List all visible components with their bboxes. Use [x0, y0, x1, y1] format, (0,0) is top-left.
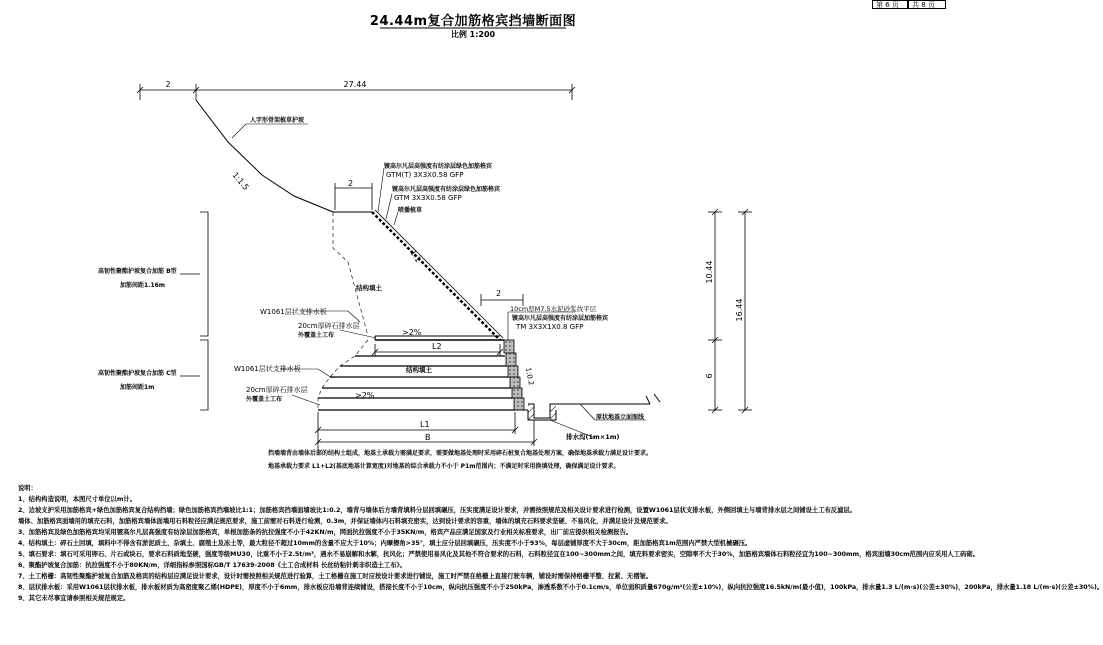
note-item: 9、其它未尽事宜请参照相关规范规定。 — [18, 595, 130, 602]
note-item: 墙体、加筋格宾面墙用的填充石料，加筋格宾墙体面墙用石料粒径应满足规范要求，施工前需对石料进行检测，0.3m，并保证墙体内石料填充密实，达到设计要求的容重，墙体的填充石料要求坚硬、不易风化，并满足设计及规范要求。 — [18, 518, 672, 525]
greening-spec1: GTM(T) 3X3X0.58 GFP — [386, 171, 464, 179]
dim-B: B — [425, 433, 431, 442]
geogrid-lower-label: W1061层状支排水板 — [234, 365, 301, 373]
note-item: 1、结构构造说明，本图尺寸单位以m计。 — [18, 496, 136, 503]
notes-section — [18, 483, 1103, 604]
note-item: 4、结构填土：碎石土回填，填料中不得含有淤泥质土、杂填土、腐殖土及冻土等，最大粒径不超过10mm的含量不应大于10%；内摩擦角>35°，填土应分层回填碾压，压实度不小于93%，每层虚铺厚度不大于30cm，距加筋格宾1m范围内严禁大型机械碾压。 — [18, 540, 752, 547]
lower-reinforcement-layers — [318, 356, 515, 410]
drawing-scale: 比例 1:200 — [450, 30, 496, 39]
zone-B-name: 高韧性聚酯护坡复合加筋 B型 — [98, 268, 177, 275]
greening-slope-face — [372, 210, 503, 340]
note-item: 3、加筋格宾及绿色加筋格宾均采用镀高尔凡层高强度有纺涂层加筋格宾，单根加筋条的抗拉强度不小于42KN/m，网面抗拉强度不小于35KN/m，格宾产品应满足国家及行业相关标准要求，出厂前应提供相关检测报告。 — [18, 529, 633, 536]
zone-B-spacing: 加筋间距1.16m — [120, 282, 166, 289]
drain-ditch-label: 排水沟(1m×1m) — [566, 433, 620, 441]
zone-brackets — [180, 212, 208, 410]
dim-L2: L2 — [432, 342, 442, 351]
zone-C-spacing: 加筋间距1m — [120, 384, 155, 391]
note-item: 6、聚酯护坡复合加筋：抗拉强度不小于80KN/m，详细指标参照国标GB/T 17639-2008《土工合成材料 长丝纺粘针刺非织造土工布》。 — [18, 562, 406, 569]
note-item: 2、边坡支护采用加筋格宾+绿色加筋格宾复合结构挡墙；绿色加筋格宾挡墙坡比1:1；加筋格宾挡墙面墙坡比1:0.2，墙背与墙体后方墙背填料分层回填碾压，压实度满足设计要求，并需按照规范及相关设计要求进行检测，设置W1061层状支排水板，外侧回填土与墙背排水层之间铺设土工布反滤层。 — [18, 507, 856, 514]
mortar-label: 10cm厚M7.5水泥砂浆找平层 — [510, 305, 597, 313]
fill-upper-label: 结构填土 — [356, 284, 382, 292]
slope-lower-label: 1:0.2 — [524, 366, 536, 387]
dim-6: 6 — [705, 373, 714, 379]
right-vertical-dimensions — [708, 209, 752, 413]
foundation-label: 原状地基立面图线 — [596, 414, 645, 421]
slope-pct-upper: >2% — [402, 328, 422, 337]
note-item: 5、填石要求：填石可采用卵石、片石或块石，要求石料质地坚硬，强度等级MU30，比重不小于2.5t/m³，遇水不易崩解和水解，抗风化；严禁使用易风化及其他不符合要求的石料，石料粒径宜在100~300mm之间，填充料要求密实，空隙率不大于30%，加筋格宾墙体石料粒径宜为100~300mm，格宾面墙30cm范围内应采用人工码砌。 — [18, 551, 979, 558]
drawing-title: 24.44m复合加筋格宾挡墙断面图 — [369, 14, 577, 29]
dim-L1-B-lines — [315, 412, 537, 450]
greening-type1: 镀高尔凡层高强度有纺涂层绿色加筋格宾 — [384, 163, 493, 170]
dim-16-44: 16.44 — [735, 298, 744, 322]
bottom-note-2: 地基承载力要求 L1+L2(基底地基计算宽度)对地基的综合承载力不小于 P1m范围内；不满足时采用换填处理，确保满足设计要求。 — [268, 463, 620, 470]
gravel-upper-1: 20cm厚碎石排水层 — [298, 322, 360, 330]
geogrid-upper-label: W1061层状支排水板 — [260, 308, 327, 316]
gabion-spec: TM 3X3X1X0.8 GFP — [516, 323, 584, 331]
upper-platform — [375, 336, 504, 340]
bench-top-dim — [335, 183, 372, 210]
page-total-box: 共 8 页 — [908, 0, 946, 9]
dim-bench-mid: 2 — [496, 289, 502, 298]
upper-back-boundary — [333, 212, 368, 336]
gabion-face-blocks — [504, 340, 524, 410]
dim-top-left: 2 — [165, 80, 171, 89]
dim-10-44: 10.44 — [705, 260, 714, 284]
gabion-type: 镀高尔凡层高强度有纺涂层加筋格宾 — [512, 315, 609, 322]
spray-seed-label: 喷播植草 — [398, 207, 423, 214]
slope-pct-lower: >2% — [355, 391, 375, 400]
fill-lower-label: 结构填土 — [406, 366, 432, 374]
note-item: 7、土工格栅：高韧性聚酯护坡复合加筋及格宾的结构层应满足设计要求，设计时需按照相关规范进行验算，土工格栅在施工时应按设计要求进行铺设，施工时严禁在格栅上直接行驶车辆，铺设时需保持格栅平整、拉紧、无褶皱。 — [18, 573, 653, 580]
slope-upper-label: 1:1.5 — [230, 170, 251, 193]
gravel-lower-1: 20cm厚碎石排水层 — [246, 386, 308, 394]
slope-middle-label: 1:1 — [408, 248, 423, 264]
greening-spec2: GTM 3X3X0.58 GFP — [394, 194, 462, 202]
dim-bench-top: 2 — [348, 179, 354, 188]
gravel-lower-2: 外覆盖土工布 — [246, 396, 283, 403]
gravel-upper-2: 外覆盖土工布 — [298, 332, 335, 339]
plant-protection-label: 人字形骨架植草护坡 — [250, 117, 305, 124]
bottom-note-1: 挡墙墙背由墙体后部的结构土组成，地基土承载力需满足要求，需要做地基处理时采用碎石桩复合地基处理方案，确保地基承载力满足设计要求。 — [268, 450, 653, 457]
notes-heading: 说明： — [18, 485, 37, 492]
greening-type2: 镀高尔凡层高强度有纺涂层绿色加筋格宾 — [392, 186, 501, 193]
note-item: 8、层状排水板：采用W1061层状排水板，排水板材质为高密度聚乙烯(HDPE)，厚度不小于6mm，排水板应沿墙背连续铺设，搭接长度不小于10cm，纵向抗压强度不小于250kPa，渗透系数不小于0.1cm/s，单位面积质量670g/m²(公差±10%)，纵向抗拉强度16.5kN/m(最小值)，100kPa，排水量1.3 L/(m·s)(公差±30%)，200kPa，排水量1.18 L/(m·s)(公差±30%)。 — [18, 584, 1103, 591]
dim-top-width: 27.44 — [343, 80, 367, 89]
page-number-box: 第 6 页 — [872, 0, 908, 9]
dim-L1: L1 — [420, 420, 430, 429]
zone-C-name: 高韧性聚酯护坡复合加筋 C型 — [98, 370, 177, 377]
